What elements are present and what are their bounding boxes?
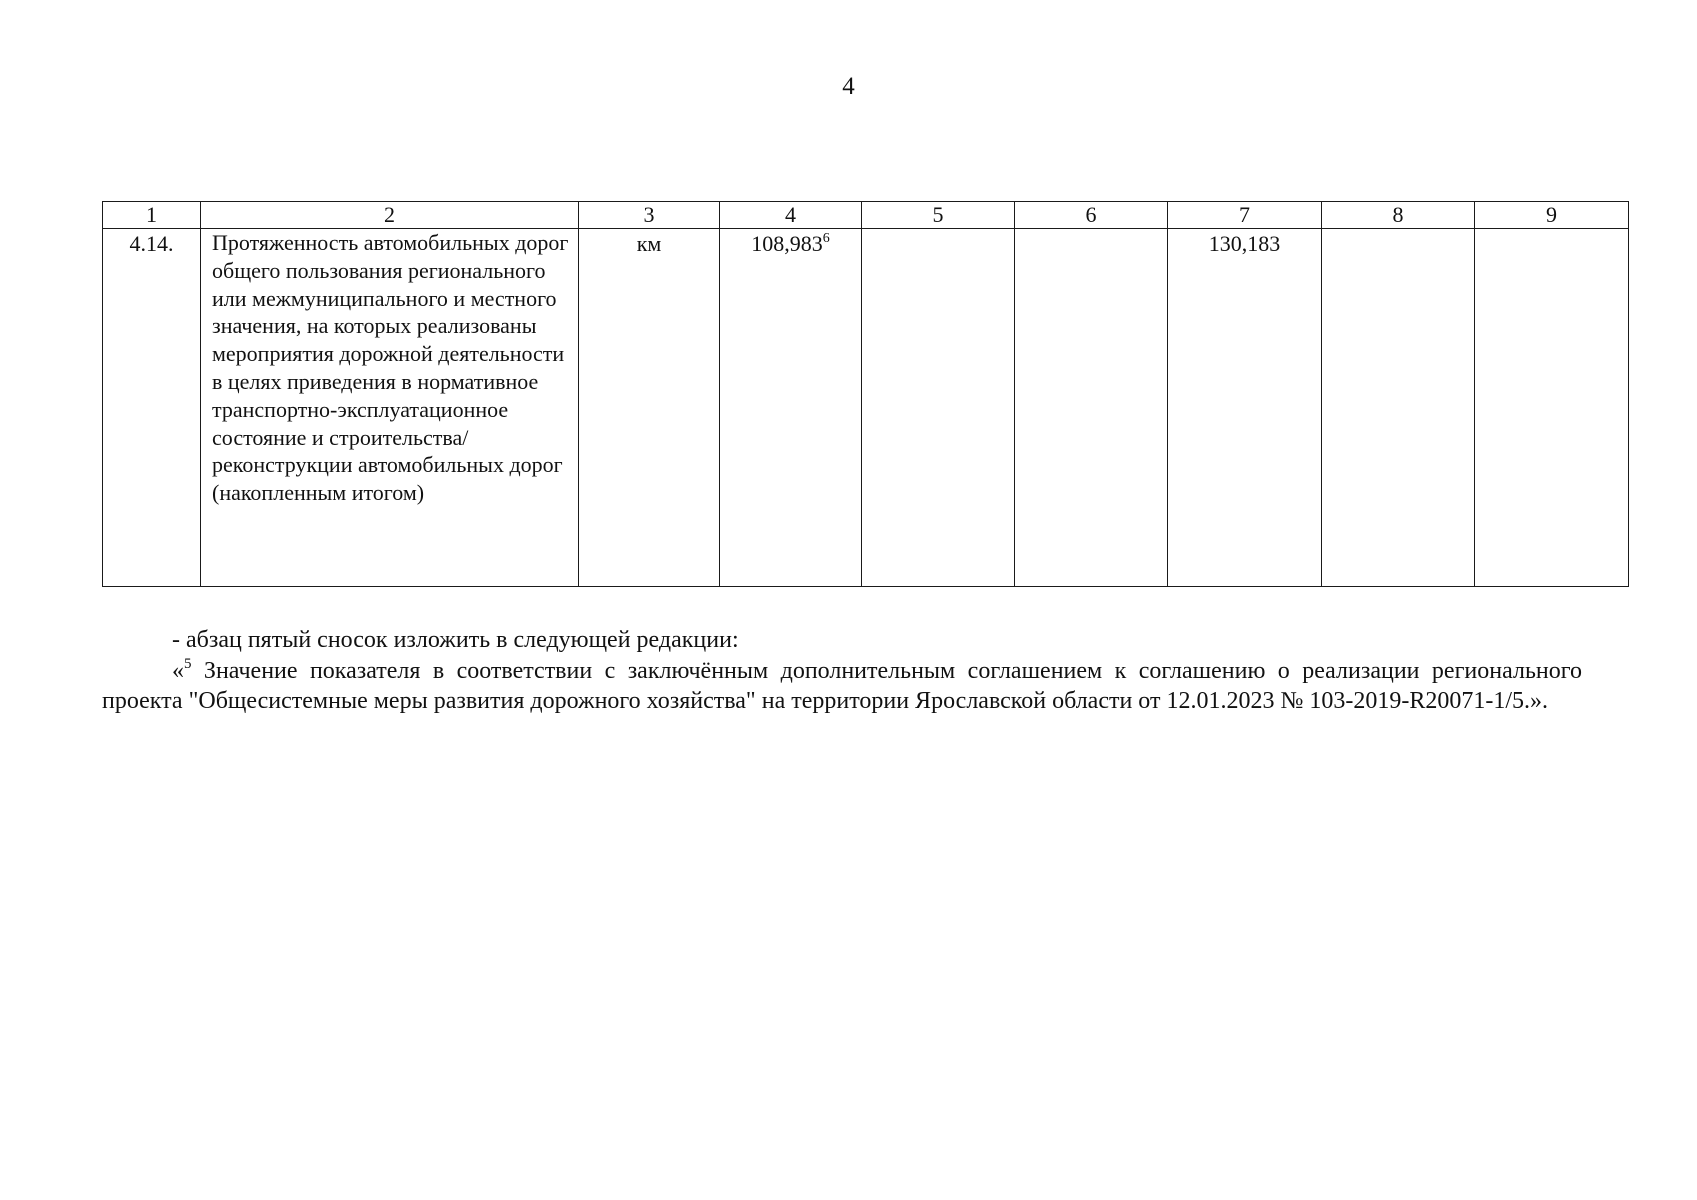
header-col-9: 9 [1475,202,1629,229]
col7-value-cell: 130,183 [1168,229,1322,587]
col4-value-cell [720,229,862,587]
table-header-row [103,202,1629,229]
row-number-cell: 4.14. [103,229,201,587]
header-col-4: 4 [720,202,862,229]
page-number: 4 [842,73,855,100]
footnote-paragraph [102,656,1582,716]
header-col-8: 8 [1322,202,1475,229]
col4-footnote-mark: 6 [822,231,830,246]
indicator-table [102,201,1629,587]
col6-value-cell [1015,229,1168,587]
header-col-3: 3 [579,202,720,229]
header-col-7: 7 [1168,202,1322,229]
footnote-text: Значение показателя в соответствии с заключённым дополнительным соглашением к соглашению о реализации регионального проекта "Общесистемные меры развития дорожного хозяйства" на территории Ярославской области от 12.01.2023 № 103-2019-R20071-1/5.». [102,658,1582,714]
col4-value: 108,983 [751,231,823,256]
footnote-mark: 5 [184,656,192,672]
col9-value-cell [1475,229,1629,587]
col8-value-cell [1322,229,1475,587]
footnote-open-quote: « [172,658,184,684]
unit-cell: км [579,229,720,587]
indicator-name-cell: Протяженность автомобильных дорог общего пользования регионального или межмуниципального и местного значения, на которых реализованы мероприятия дорожной деятельности в целях приведения в нормативное транспортно-эксплуатационное состояние и строительства/реконструкции автомобильных дорог (накопленным итогом) [201,229,579,587]
header-col-2: 2 [201,202,579,229]
header-col-6: 6 [1015,202,1168,229]
header-col-5: 5 [862,202,1015,229]
col5-value-cell [862,229,1015,587]
intro-paragraph: - абзац пятый сносок изложить в следующей редакции: [172,627,739,653]
header-col-1: 1 [103,202,201,229]
table-row [103,229,1629,587]
